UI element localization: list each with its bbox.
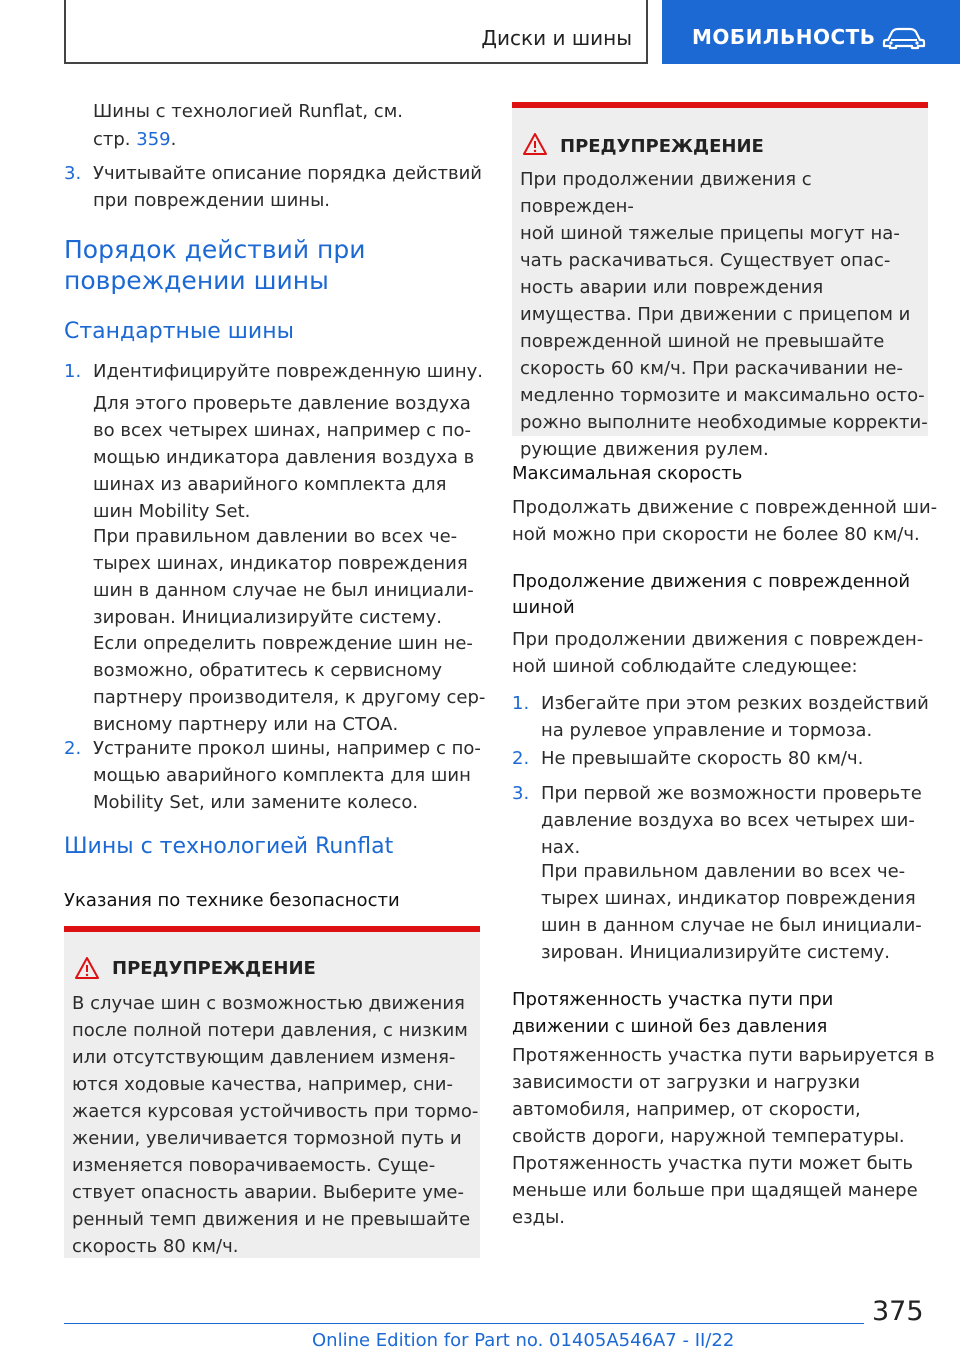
intro-suffix: . [170, 129, 177, 150]
text-line: нах. [541, 837, 581, 858]
step-number: 2. [64, 738, 82, 759]
section-title: Диски и шины [481, 26, 632, 50]
text-line: Продолжать движение с поврежденной ши- [512, 497, 938, 518]
text-line: Mobility Set, или замените колесо. [93, 792, 419, 813]
text-line: имущества. При движении с прицепом и [520, 304, 911, 325]
text-line: мощью аварийного комплекта для шин [93, 765, 471, 786]
heading-procedure-line-1: Порядок действий при [64, 235, 366, 264]
text-line: рожно выполните необходимые корректи- [520, 412, 928, 433]
heading-continue-line-2: шиной [512, 597, 575, 618]
warning-text [520, 166, 928, 463]
text-line: жается курсовая устойчивость при тормо- [72, 1101, 479, 1122]
text-line: зирован. Инициализируйте систему. [541, 942, 891, 963]
heading-safety: Указания по технике безопасности [64, 890, 400, 911]
step-number: 3. [64, 163, 82, 184]
right-step3-subtext [541, 858, 922, 966]
text-line: При продолжении движения с поврежден- [512, 629, 924, 650]
text-line: во всех четырех шинах, например с по- [93, 420, 472, 441]
max-speed-text [512, 494, 937, 548]
text-line: зависимости от загрузки и нагрузки [512, 1072, 861, 1093]
car-icon [882, 26, 926, 50]
right-step1-text [541, 690, 929, 744]
heading-procedure-line-2: повреждении шины [64, 266, 329, 295]
text-line: При правильном давлении во всех че- [541, 861, 906, 882]
right-step3-text [541, 780, 922, 861]
text-line: меньше или больше при щадящей манере [512, 1180, 918, 1201]
text-line: возможно, обратитесь к сервисному [93, 660, 442, 681]
step1-paragraph-1 [93, 390, 474, 525]
warning-text [72, 990, 478, 1260]
text-line: ются ходовые качества, например, сни- [72, 1074, 453, 1095]
text-line: или отсутствующим давлением изменя- [72, 1047, 456, 1068]
edition-info: Online Edition for Part no. 01405A546A7 - II/22 [312, 1330, 735, 1351]
warning-triangle-icon [522, 132, 548, 156]
text-line: Избегайте при этом резких воздействий [541, 693, 929, 714]
text-line: ренный темп движения и не превышайте [72, 1209, 471, 1230]
text-line: жении, увеличивается тормозной путь и [72, 1128, 462, 1149]
heading-distance-line-2: движении с шиной без давления [512, 1016, 828, 1037]
step3-line-1: Учитывайте описание порядка действий [93, 163, 482, 184]
text-line: шинах из аварийного комплекта для [93, 474, 447, 495]
text-line: тырех шинах, индикатор повреждения [93, 553, 468, 574]
text-line: Протяженность участка пути может быть [512, 1153, 913, 1174]
distance-text [512, 1042, 935, 1231]
text-line: поврежденной шиной не превышайте [520, 331, 885, 352]
text-line: шин в данном случае не был инициали- [93, 580, 474, 601]
text-line: зирован. Инициализируйте систему. [93, 607, 443, 628]
text-line: ствует опасность аварии. Выберите уме- [72, 1182, 465, 1203]
step-number: 3. [512, 783, 530, 804]
text-line: При первой же возможности проверьте [541, 783, 922, 804]
text-line: автомобиля, например, от скорости, [512, 1099, 861, 1120]
warning-title: ПРЕДУПРЕЖДЕНИЕ [560, 136, 764, 157]
step-number: 2. [512, 748, 530, 769]
heading-continue-line-1: Продолжение движения с поврежденной [512, 571, 911, 592]
text-line: скорость 80 км/ч. [72, 1236, 239, 1257]
text-line: скорость 60 км/ч. При раскачивании не- [520, 358, 903, 379]
text-line: шин Mobility Set. [93, 501, 251, 522]
text-line: мощью индикатора давления воздуха в [93, 447, 475, 468]
text-line: ной шиной соблюдайте следующее: [512, 656, 858, 677]
intro-line-1: Шины с технологией Runflat, см. [93, 101, 404, 122]
step1-paragraph-3 [93, 630, 485, 738]
warning-box [64, 926, 480, 1258]
text-line: на рулевое управление и тормоза. [541, 720, 873, 741]
text-line: При правильном давлении во всех че- [93, 526, 458, 547]
text-line: медленно тормозите и максимально осто- [520, 385, 925, 406]
step-number: 1. [64, 361, 82, 382]
text-line: езды. [512, 1207, 566, 1228]
text-line: ность аварии или повреждения [520, 277, 824, 298]
text-line: Устраните прокол шины, например с по- [93, 738, 481, 759]
heading-max-speed: Максимальная скорость [512, 463, 743, 484]
chapter-tab-label: МОБИЛЬНОСТЬ [692, 25, 876, 49]
right-step2-text: Не превышайте скорость 80 км/ч. [541, 748, 864, 769]
text-line: рующие движения рулем. [520, 439, 769, 460]
header-section-box [64, 0, 648, 64]
text-line: после полной потери давления, с низким [72, 1020, 468, 1041]
step1-line-1: Идентифицируйте поврежденную шину. [93, 361, 484, 382]
text-line: ной можно при скорости не более 80 км/ч. [512, 524, 920, 545]
footer-divider [64, 1323, 864, 1324]
text-line: В случае шин с возможностью движения [72, 993, 465, 1014]
text-line: висному партнеру или на СТОА. [93, 714, 399, 735]
intro-prefix: стр. [93, 129, 137, 150]
warning-title: ПРЕДУПРЕЖДЕНИЕ [112, 958, 316, 979]
text-line: партнеру производителя, к другому сер- [93, 687, 486, 708]
text-line: Если определить повреждение шин не- [93, 633, 473, 654]
heading-distance-line-1: Протяженность участка пути при [512, 989, 834, 1010]
warning-box [512, 102, 928, 460]
text-line: свойств дороги, наружной температуры. [512, 1126, 905, 1147]
text-line: Протяженность участка пути варьируется в [512, 1045, 935, 1066]
text-line: шин в данном случае не был инициали- [541, 915, 922, 936]
heading-runflat: Шины с технологией Runflat [64, 834, 394, 859]
text-line: чать раскачиваться. Существует опас- [520, 250, 891, 271]
step2-text [93, 735, 481, 816]
step3-line-2: при повреждении шины. [93, 190, 330, 211]
page-number: 375 [872, 1296, 924, 1327]
text-line: давление воздуха во всех четырех ши- [541, 810, 915, 831]
text-line: тырех шинах, индикатор повреждения [541, 888, 916, 909]
continue-text [512, 626, 923, 680]
step-number: 1. [512, 693, 530, 714]
page-ref-link[interactable]: 359 [136, 129, 171, 150]
heading-standard-tires: Стандартные шины [64, 319, 294, 344]
intro-line-2 [93, 126, 176, 153]
step1-paragraph-2 [93, 523, 474, 631]
warning-triangle-icon [74, 956, 100, 980]
text-line: ной шиной тяжелые прицепы могут на- [520, 223, 900, 244]
text-line: изменяется поворачиваемость. Суще- [72, 1155, 436, 1176]
text-line: При продолжении движения с поврежден- [520, 169, 812, 217]
text-line: Для этого проверьте давление воздуха [93, 393, 471, 414]
